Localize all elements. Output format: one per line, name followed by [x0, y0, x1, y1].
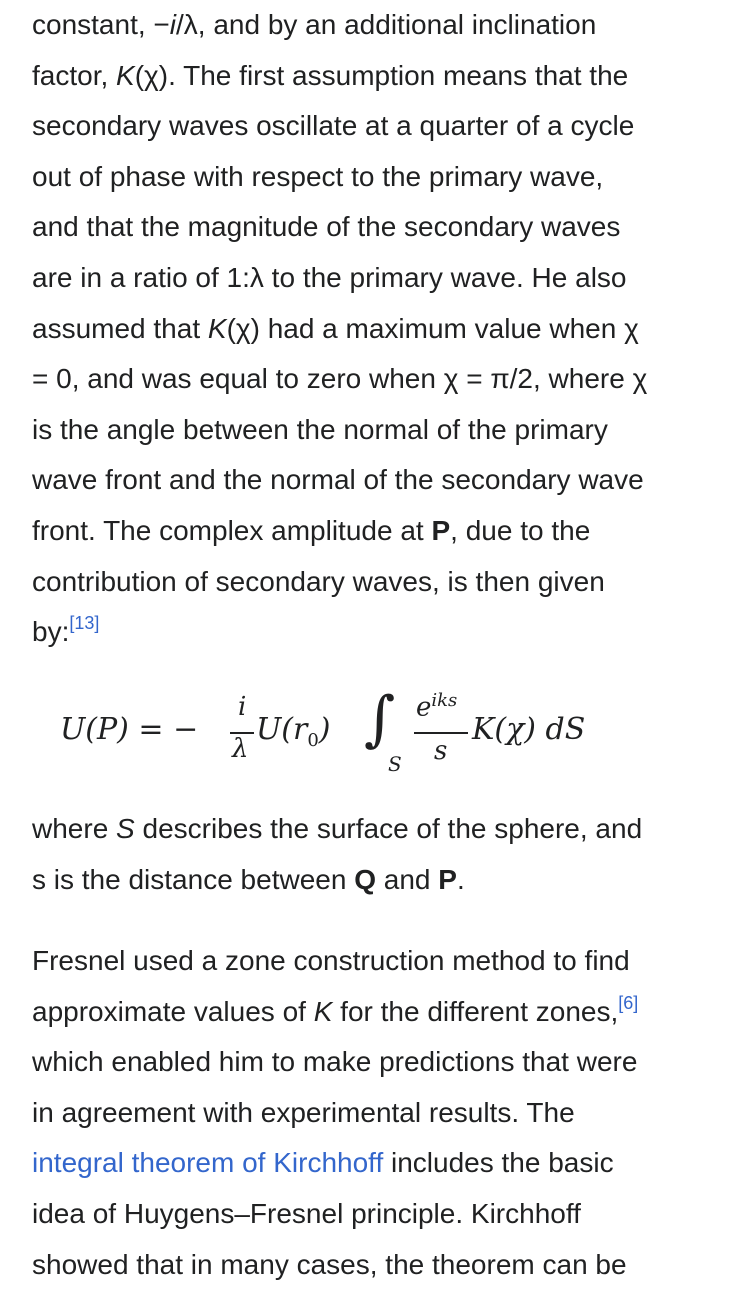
text-line: showed that in many cases, the theorem can be: [32, 1248, 627, 1280]
math-K: K: [313, 995, 333, 1027]
text-line: [32, 855, 712, 906]
formula-frac2-den: s: [434, 736, 448, 766]
text-run: describes the surface of the sphere, and: [134, 813, 643, 844]
formula-mid: [256, 712, 331, 751]
text-line: out of phase with respect to the primary wave,: [32, 160, 604, 192]
text-line: is the angle between the normal of the primary: [32, 413, 608, 445]
text-line: secondary waves oscillate at a quarter of a cycle: [32, 110, 635, 142]
text-line: Fresnel used a zone construction method to find: [32, 945, 630, 976]
text-line: contribution of secondary waves, is then given: [32, 565, 605, 597]
link-kirchhoff-integral-theorem[interactable]: integral theorem of Kirchhoff: [32, 1147, 384, 1179]
math-S: S: [116, 813, 135, 844]
formula-frac2-num: [416, 690, 457, 723]
citation-6[interactable]: [618, 993, 638, 1013]
formula-e: e: [416, 692, 432, 723]
text-line: [32, 304, 712, 355]
citation-link[interactable]: [13]: [69, 613, 100, 634]
text-run: and: [375, 863, 439, 895]
text-run: , due to the: [450, 514, 591, 546]
bold-P: P: [431, 514, 451, 546]
bold-Q: Q: [354, 863, 376, 895]
integral-sign: ∫: [364, 684, 396, 754]
text-run: s is the distance between: [32, 863, 355, 895]
formula-frac1-den: λ: [232, 734, 249, 764]
paragraph-fresnel-zones: [32, 936, 712, 1290]
formula-mid-text: U(r: [256, 712, 308, 747]
citation-13[interactable]: [69, 613, 99, 633]
math-K: K: [116, 59, 135, 91]
text-run: .: [456, 863, 465, 895]
math-K: K: [207, 312, 227, 344]
fresnel-integral-formula: [60, 684, 680, 790]
formula-exponent: iks: [431, 690, 458, 711]
formula-frac1-num: i: [238, 692, 247, 722]
text-run: /λ, and by an additional inclination: [176, 9, 597, 40]
text-run: (χ). The first assumption means that the: [134, 59, 629, 91]
formula-int-sub: S: [388, 752, 402, 776]
bold-P: P: [438, 863, 457, 895]
text-line: [32, 0, 712, 51]
text-run: (χ) had a maximum value when χ: [226, 312, 639, 344]
formula-lhs: U(P) = −: [60, 712, 199, 747]
text-run: where: [32, 813, 117, 844]
text-run: for the different zones,: [332, 995, 619, 1027]
citation-link[interactable]: [6]: [618, 992, 639, 1013]
text-line: [32, 804, 712, 855]
formula-frac2-bar: [414, 732, 468, 734]
text-run: assumed that: [32, 312, 208, 344]
text-line: and that the magnitude of the secondary waves: [32, 211, 621, 243]
math-i: i: [169, 9, 176, 40]
text-line: [32, 987, 712, 1038]
text-line: [32, 607, 712, 658]
text-run: by:: [32, 616, 70, 648]
text-line: [32, 51, 712, 102]
text-line: which enabled him to make predictions that were: [32, 1046, 638, 1078]
paragraph-assumptions: [32, 0, 712, 658]
text-line: [32, 1138, 712, 1189]
text-line: idea of Huygens–Fresnel principle. Kirchhoff: [32, 1197, 581, 1229]
text-line: wave front and the normal of the secondary wave: [32, 464, 644, 496]
text-line: [32, 506, 712, 557]
text-line: in agreement with experimental results. The: [32, 1096, 575, 1128]
text-run: factor,: [32, 59, 117, 91]
text-run: front. The complex amplitude at: [32, 514, 432, 546]
formula-mid-sub: 0: [307, 730, 319, 751]
paragraph-definitions: [32, 804, 712, 905]
text-line: are in a ratio of 1:λ to the primary wave. He also: [32, 261, 627, 293]
text-run: includes the basic: [383, 1147, 614, 1179]
formula-rhs: K(χ) dS: [472, 712, 586, 747]
text-run: constant, −: [32, 9, 170, 40]
text-line: = 0, and was equal to zero when χ = π/2, where χ: [32, 363, 648, 395]
formula-mid-close: ): [318, 712, 331, 747]
text-run: approximate values of: [32, 995, 314, 1027]
